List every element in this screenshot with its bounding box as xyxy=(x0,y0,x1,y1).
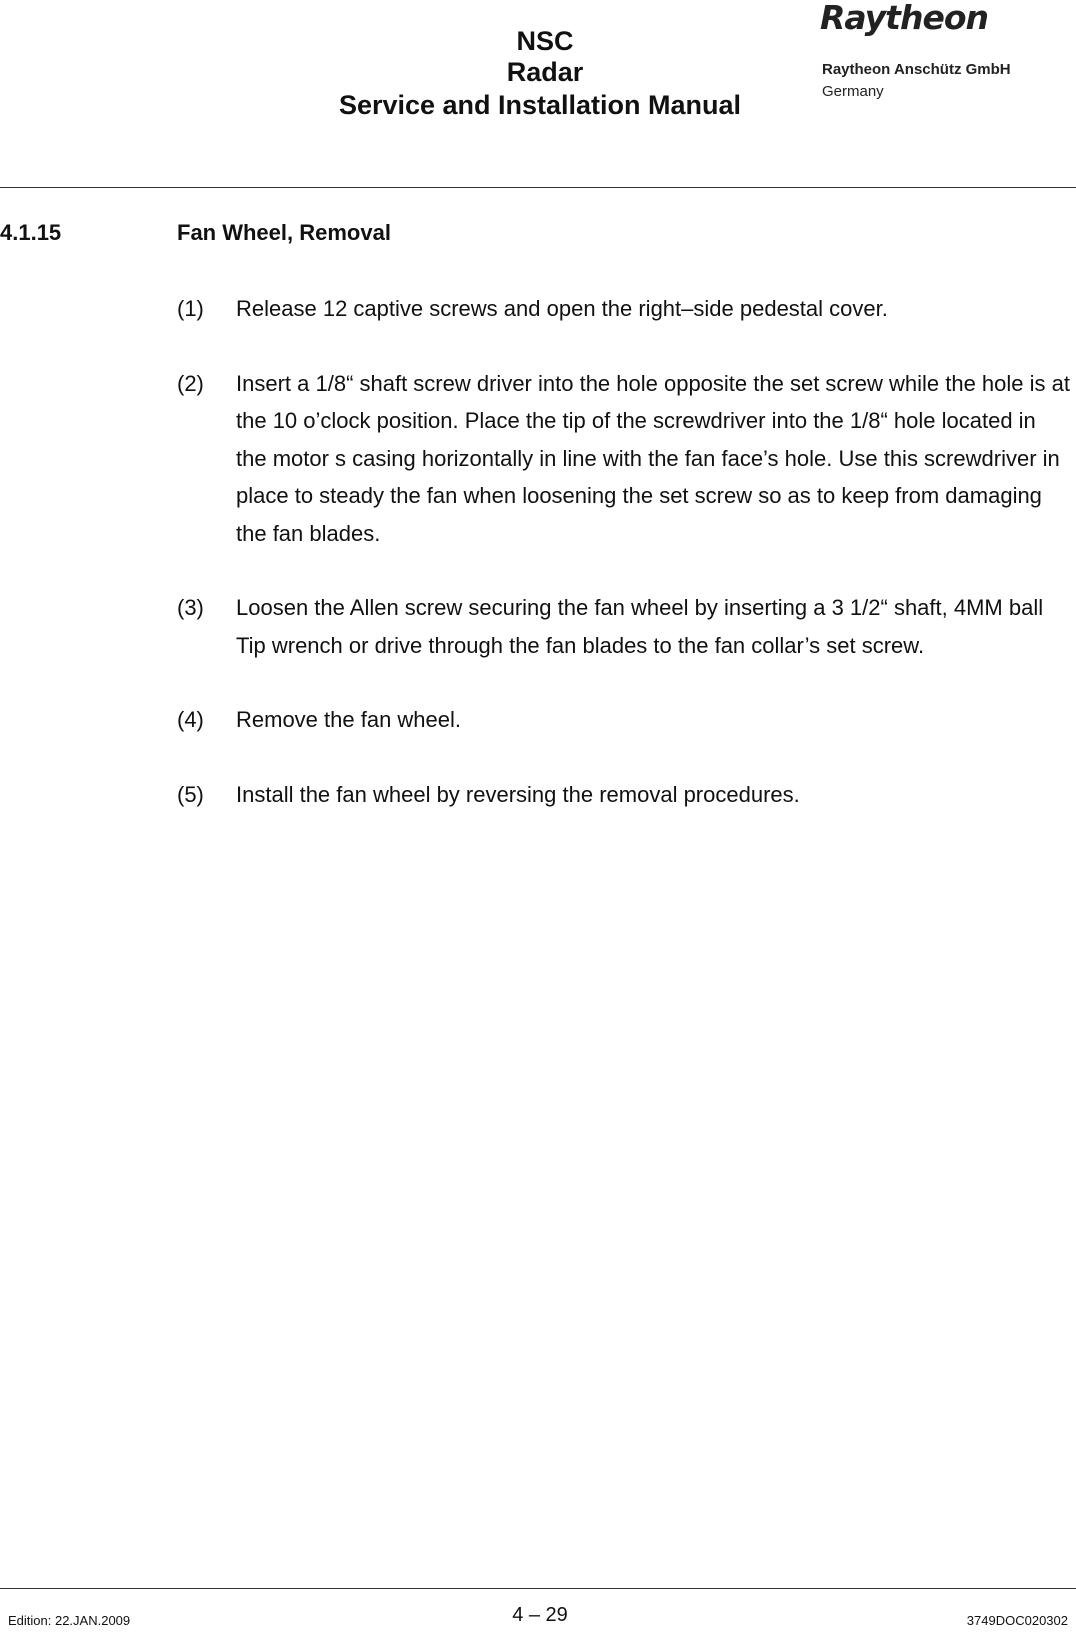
section-number: 4.1.15 xyxy=(0,220,62,245)
step-number: (4) xyxy=(177,707,204,732)
procedure-step xyxy=(177,701,1072,739)
step-number: (2) xyxy=(177,370,204,396)
section-title: Fan Wheel, Removal xyxy=(177,220,391,245)
procedure-step xyxy=(177,290,1072,328)
procedure-steps xyxy=(177,290,1072,850)
step-text: Install the fan wheel by reversing the removal procedures. xyxy=(236,781,800,807)
procedure-step xyxy=(177,589,1072,664)
step-number: (5) xyxy=(177,781,204,807)
company-name: Raytheon Anschütz GmbH xyxy=(822,61,1011,78)
procedure-step xyxy=(177,776,1072,814)
page-number: 4 – 29 xyxy=(512,1604,568,1626)
document-number: 3749DOC020302 xyxy=(966,1613,1068,1628)
document-title: NSC Radar xyxy=(506,26,584,87)
company-country: Germany xyxy=(822,83,884,100)
footer-divider xyxy=(0,1588,1076,1589)
document-subtitle: Service and Installation Manual xyxy=(338,90,742,120)
step-text: Loosen the Allen screw securing the fan wheel by inserting a 3 1/2“ shaft, 4MM ball Tip wrench or drive through the fan blades to the fan collar’s set screw. xyxy=(236,595,1044,658)
step-number: (1) xyxy=(177,296,204,321)
procedure-step xyxy=(177,365,1072,553)
step-number: (3) xyxy=(177,595,204,620)
step-text: Insert a 1/8“ shaft screw driver into the hole opposite the set screw while the hole is at the 10 o’clock position. Place the tip of the screwdriver into the 1/8“ hole located in the motor s casing horizontally in line with the fan face’s hole. Use this screwdriver in place to steady the fan when loosening the set screw so as to keep from damaging the fan blades. xyxy=(236,370,1070,546)
step-text: Release 12 captive screws and open the right–side pedestal cover. xyxy=(236,296,888,321)
step-text: Remove the fan wheel. xyxy=(236,707,462,732)
edition-date: Edition: 22.JAN.2009 xyxy=(8,1613,131,1628)
raytheon-logo: Raytheon xyxy=(820,0,988,37)
header-divider xyxy=(0,187,1076,188)
